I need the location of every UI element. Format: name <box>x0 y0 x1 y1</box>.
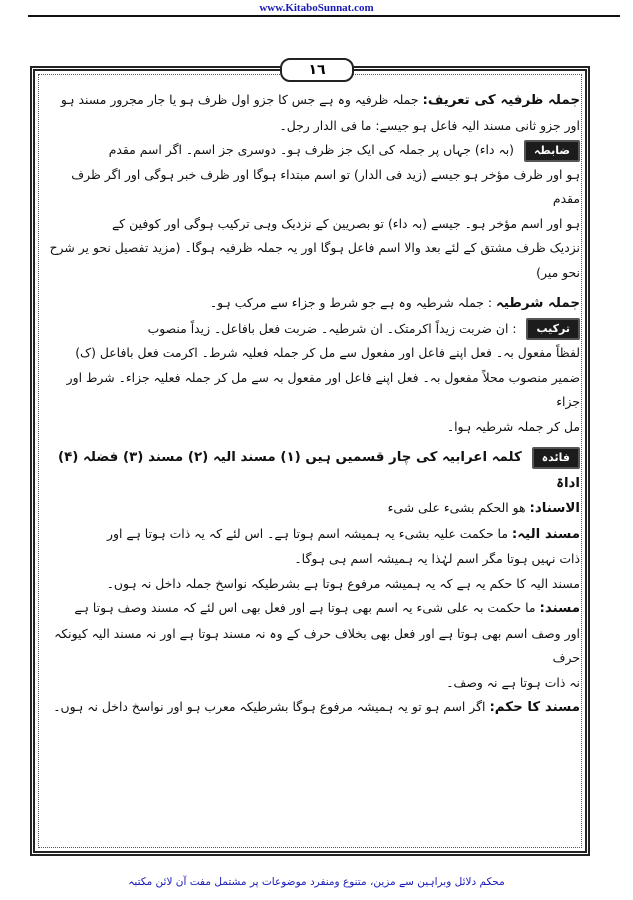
text-line: ضمیر منصوب محلاً مفعول بہ۔ فعل اپنے فاعل اور مفعول بہ سے مل کر جملہ فعلیہ جزاء۔ شرط اور جزاء <box>66 369 580 409</box>
text-line: ما حکمت بہ علی شیء یہ اسم بھی ہوتا ہے اور فعل بھی اس لئے کہ مسند وصف ہوتا ہے <box>74 600 536 615</box>
paragraph-shartiya <box>44 291 580 317</box>
label-zabita: ضابطہ <box>524 140 580 162</box>
text-line: لفظاً مفعول بہ۔ فعل اپنے فاعل اور مفعول سے مل کر جملہ فعلیہ شرط۔ اکرمت فعل بافاعل (ک) <box>75 345 580 360</box>
heading-musnad: مسند: <box>539 601 580 616</box>
text-line: اگر اسم ہو تو یہ ہمیشہ مرفوع ہوگا بشرطیکہ معرب ہو اور نواسخ داخل نہ ہوں۔ <box>53 699 486 714</box>
paragraph-musnad-hukm <box>44 695 580 721</box>
paragraph-musnad-ilaih <box>44 522 580 548</box>
text-line: (بہ داء) جہاں پر جملہ کی ایک جز ظرف ہو۔ دوسری جز اسم۔ اگر اسم مقدم <box>108 142 514 157</box>
text-line: اور وصف اسم بھی ہوتا ہے اور فعل بھی بخلاف حرف کے وہ نہ مسند ہوتا ہے اور نہ مسند الیہ کیونکہ حرف <box>54 625 580 665</box>
label-tarkeeb: ترکیب <box>526 318 580 340</box>
heading-jumla-shartiya: جملہ شرطیہ <box>495 296 580 311</box>
top-divider <box>28 15 620 17</box>
text-line: ھو الحکم بشیء علی شیء <box>387 500 526 515</box>
paragraph-isnad <box>44 496 580 522</box>
text-line: ذات نہیں ہوتا مگر اسم لہٰذا یہ ہمیشہ اسم ہی ہوگا۔ <box>294 551 580 566</box>
text-line: جملہ ظرفیہ وہ ہے جس کا جزو اول ظرف ہو یا جار مجرور مسند ہو <box>60 92 419 107</box>
heading-jumla-zarfiya: جملہ ظرفیہ کی تعریف: <box>422 93 580 108</box>
page-number: ١٦ <box>280 58 354 82</box>
footer-tagline: محکم دلائل وبراہین سے مزین، متنوع ومنفرد موضوعات پر مشتمل مفت آن لائن مکتبہ <box>128 876 505 888</box>
text-line: نحو میر) <box>536 264 580 280</box>
text-line: مسند الیہ کا حکم یہ ہے کہ یہ ہمیشہ مرفوع ہوتا ہے بشرطیکہ نواسخ جملہ داخل نہ ہوں۔ <box>106 575 580 591</box>
text-line: کلمہ اعرابیہ کی چار قسمیں ہیں (۱) مسند الیہ (۲) مسند (۳) فضلہ (۴) اداۃ <box>57 450 580 491</box>
paragraph-tarkeeb <box>44 317 580 342</box>
heading-musnad-ilaih: مسند الیہ: <box>511 526 580 542</box>
paragraph-musnad <box>44 596 580 622</box>
page-body <box>44 88 580 848</box>
text-line: : ان ضربت زیداً اکرمتک۔ ان شرطیہ۔ ضربت فعل بافاعل۔ زیداً منصوب <box>147 320 517 336</box>
text-line: نہ ذات ہوتا ہے نہ وصف۔ <box>446 674 580 690</box>
text-line: مل کر جملہ شرطیہ ہوا۔ <box>446 418 580 434</box>
text-line: ہو اور اسم مؤخر ہو۔ جیسے (بہ داء) تو بصریین کے نزدیک وہی ترکیب ہوگی اور کوفین کے <box>112 215 580 231</box>
label-faida: فائدہ <box>532 447 580 469</box>
paragraph-faida <box>44 445 580 496</box>
paragraph-rule <box>44 138 580 163</box>
text-line: ہو اور ظرف مؤخر ہو جیسے (زید فی الدار) تو اسم مبتداء ہوگا اور ظرف خبر ہوگی اور اگر ظرف مقدم <box>71 166 580 206</box>
heading-musnad-ka-hukm: مسند کا حکم: <box>489 700 580 715</box>
text-line: : جملہ شرطیہ وہ ہے جو شرط و جزاء سے مرکب ہو۔ <box>209 295 493 310</box>
text-line: ما حکمت علیہ بشیء یہ ہمیشہ اسم ہوتا ہے۔ اس لئے کہ یہ ذات ہوتا ہے اور <box>106 525 508 541</box>
text-line: اور جزو ثانی مسند الیہ فاعل ہو جیسے: ما فی الدار رجل۔ <box>279 117 580 133</box>
site-url[interactable]: www.KitaboSunnat.com <box>259 2 374 14</box>
text-line: نزدیک ظرف مشتق کے لئے بعد والا اسم فاعل ہوگا اور یہ جملہ ظرفیہ ہوگا۔ (مزید تفصیل نحو یر شرح <box>49 240 580 255</box>
paragraph-definition <box>44 88 580 114</box>
heading-isnad: الاسناد: <box>529 501 580 516</box>
